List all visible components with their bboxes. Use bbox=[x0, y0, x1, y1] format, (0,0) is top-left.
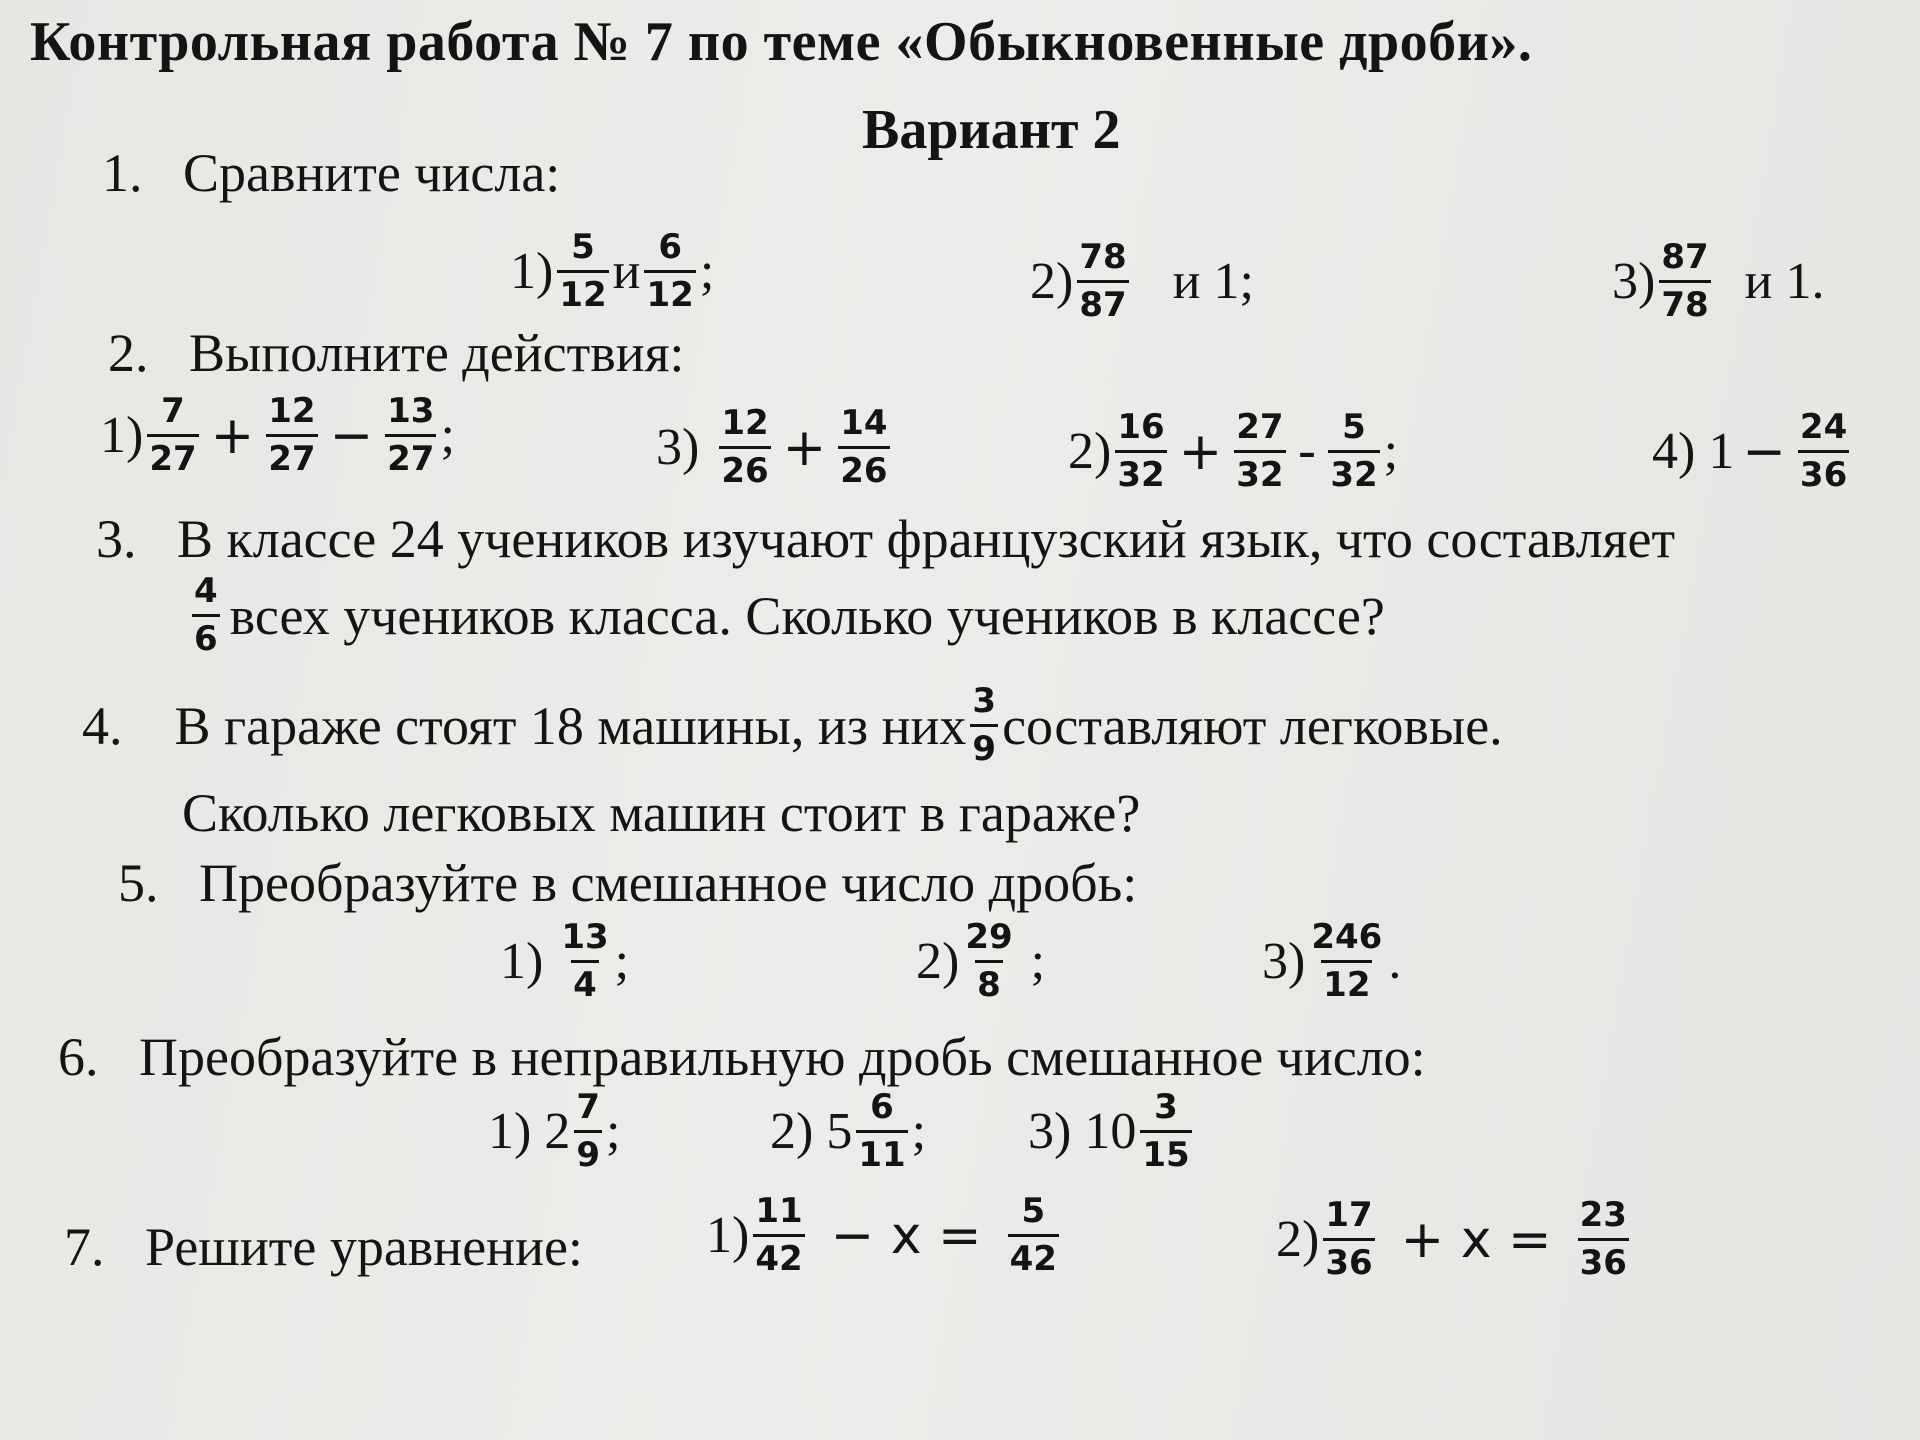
task2-text: Выполните действия: bbox=[189, 323, 685, 383]
fraction: $\frac{13}{4}$ bbox=[561, 917, 609, 1006]
task7-item-2 bbox=[1276, 1196, 1633, 1283]
fraction: $\frac{23}{36}$ bbox=[1579, 1195, 1627, 1284]
task6-item-2: 2) 5 $\frac{6}{11}$ ; bbox=[770, 1087, 927, 1176]
fraction: $\frac{27}{32}$ bbox=[1236, 407, 1284, 496]
fraction: $\frac{24}{36}$ bbox=[1799, 407, 1848, 496]
fraction: $\frac{6}{11}$ bbox=[858, 1087, 906, 1176]
task1-heading bbox=[102, 142, 560, 204]
item-tail: и 1; bbox=[1172, 253, 1254, 311]
task2-item-3: 3) $\frac{12}{26}$ + $\frac{14}{26}$ bbox=[656, 403, 888, 492]
fraction: $\frac{17}{36}$ bbox=[1325, 1195, 1373, 1284]
item-label: 2) bbox=[1030, 253, 1074, 311]
task3-number: 3. bbox=[96, 509, 137, 569]
fraction: $\frac{87}{78}$ bbox=[1661, 237, 1709, 326]
fraction: $\frac{5}{12}$ bbox=[559, 227, 607, 316]
task7-number: 7. bbox=[64, 1217, 105, 1277]
task5-text: Преобразуйте в смешанное число дробь: bbox=[199, 853, 1138, 913]
fraction: $\frac{78}{87}$ bbox=[1079, 237, 1127, 326]
fraction: $\frac{13}{27}$ bbox=[387, 391, 435, 480]
fraction: $\frac{12}{26}$ bbox=[721, 403, 769, 492]
task7-item-1 bbox=[706, 1192, 1063, 1279]
task5-item-3: 3) $\frac{246}{12}$ . bbox=[1262, 917, 1402, 1006]
fraction: $\frac{6}{12}$ bbox=[646, 227, 694, 316]
task5-item-1: 1) $\frac{13}{4}$ ; bbox=[500, 917, 630, 1006]
task1-item-1: 1) $\frac{5}{12}$ и $\frac{6}{12}$ ; bbox=[510, 227, 715, 316]
task1-text: Сравните числа: bbox=[183, 143, 561, 203]
fraction: $\frac{12}{27}$ bbox=[268, 391, 316, 480]
task2-item-1: 1) $\frac{7}{27}$ + $\frac{12}{27}$ − $\frac{13}{27}$ ; bbox=[100, 391, 455, 480]
task7-text: Решите уравнение: bbox=[145, 1217, 583, 1277]
task2-number: 2. bbox=[108, 323, 149, 383]
task1-item-3 bbox=[1612, 238, 1824, 325]
task1-number: 1. bbox=[102, 143, 143, 203]
item-label: 2) bbox=[1276, 1211, 1320, 1269]
task5-heading bbox=[118, 852, 1137, 914]
item-label: 3) bbox=[1612, 253, 1656, 311]
task6-number: 6. bbox=[58, 1027, 99, 1087]
task2-item-4: 4) 1 − $\frac{24}{36}$ bbox=[1652, 407, 1848, 496]
item-tail: и 1. bbox=[1744, 253, 1825, 311]
item-label: 1) 2 bbox=[488, 1103, 571, 1161]
item-label: 3) bbox=[656, 419, 700, 477]
item-label: 2) bbox=[1068, 423, 1112, 481]
fraction: $\frac{7}{9}$ bbox=[576, 1087, 600, 1176]
item-label: 3) 10 bbox=[1028, 1103, 1137, 1161]
fraction: $\frac{5}{32}$ bbox=[1330, 407, 1378, 496]
fraction: $\frac{5}{42}$ bbox=[1009, 1191, 1057, 1280]
fraction: $\frac{246}{12}$ bbox=[1311, 917, 1383, 1006]
task6-item-1: 1) 2 $\frac{7}{9}$ ; bbox=[488, 1087, 621, 1176]
task6-heading bbox=[58, 1026, 1426, 1088]
fraction: $\frac{29}{8}$ bbox=[965, 917, 1013, 1006]
task6-text: Преобразуйте в неправильную дробь смешанное число: bbox=[139, 1027, 1426, 1087]
fraction: $\frac{14}{26}$ bbox=[840, 403, 888, 492]
variant-heading: Вариант 2 bbox=[862, 99, 1121, 161]
item-label: 1) bbox=[510, 243, 554, 301]
task3-line1: 3. В классе 24 учеников изучают французский язык, что составляет bbox=[96, 509, 1676, 569]
task4-line2: Сколько легковых машин стоит в гараже? bbox=[182, 783, 1141, 843]
task4-line1: 4. В гараже стоят 18 машины, из них $\frac{3}{9}$ составляют легковые. bbox=[82, 681, 1503, 770]
task5-number: 5. bbox=[118, 853, 159, 913]
task1-item-2 bbox=[1030, 238, 1254, 325]
item-label: 1) bbox=[706, 1207, 750, 1265]
task6-item-3 bbox=[1028, 1088, 1196, 1175]
equation-middle: − x = bbox=[830, 1205, 982, 1266]
fraction: $\frac{11}{42}$ bbox=[755, 1191, 803, 1280]
equation-middle: + x = bbox=[1400, 1209, 1552, 1270]
fraction: $\frac{7}{27}$ bbox=[149, 391, 197, 480]
item-label: 2) 5 bbox=[770, 1103, 853, 1161]
item-label: 4) 1 bbox=[1652, 423, 1735, 481]
task2-item-2: 2) $\frac{16}{32}$ + $\frac{27}{32}$ - $\frac{5}{32}$ ; bbox=[1068, 407, 1399, 496]
fraction: $\frac{4}{6}$ bbox=[194, 571, 218, 660]
task7-heading bbox=[64, 1216, 583, 1278]
task5-item-2: 2) $\frac{29}{8}$ ; bbox=[916, 917, 1046, 1006]
task2-heading bbox=[108, 322, 684, 384]
item-label: 2) bbox=[916, 933, 960, 991]
task4-number: 4. bbox=[82, 695, 123, 756]
conjunction: и bbox=[612, 243, 641, 301]
fraction: $\frac{3}{9}$ bbox=[972, 681, 997, 770]
fraction: $\frac{3}{15}$ bbox=[1142, 1087, 1190, 1176]
item-label: 1) bbox=[100, 407, 144, 465]
task3-line2: $\frac{4}{6}$ всех учеников класса. Сколько учеников в классе? bbox=[194, 571, 1385, 660]
item-label: 1) bbox=[500, 933, 544, 991]
fraction: $\frac{16}{32}$ bbox=[1117, 407, 1165, 496]
page-title: Контрольная работа № 7 по теме «Обыкновенные дроби». bbox=[30, 11, 1533, 73]
item-label: 3) bbox=[1262, 933, 1306, 991]
